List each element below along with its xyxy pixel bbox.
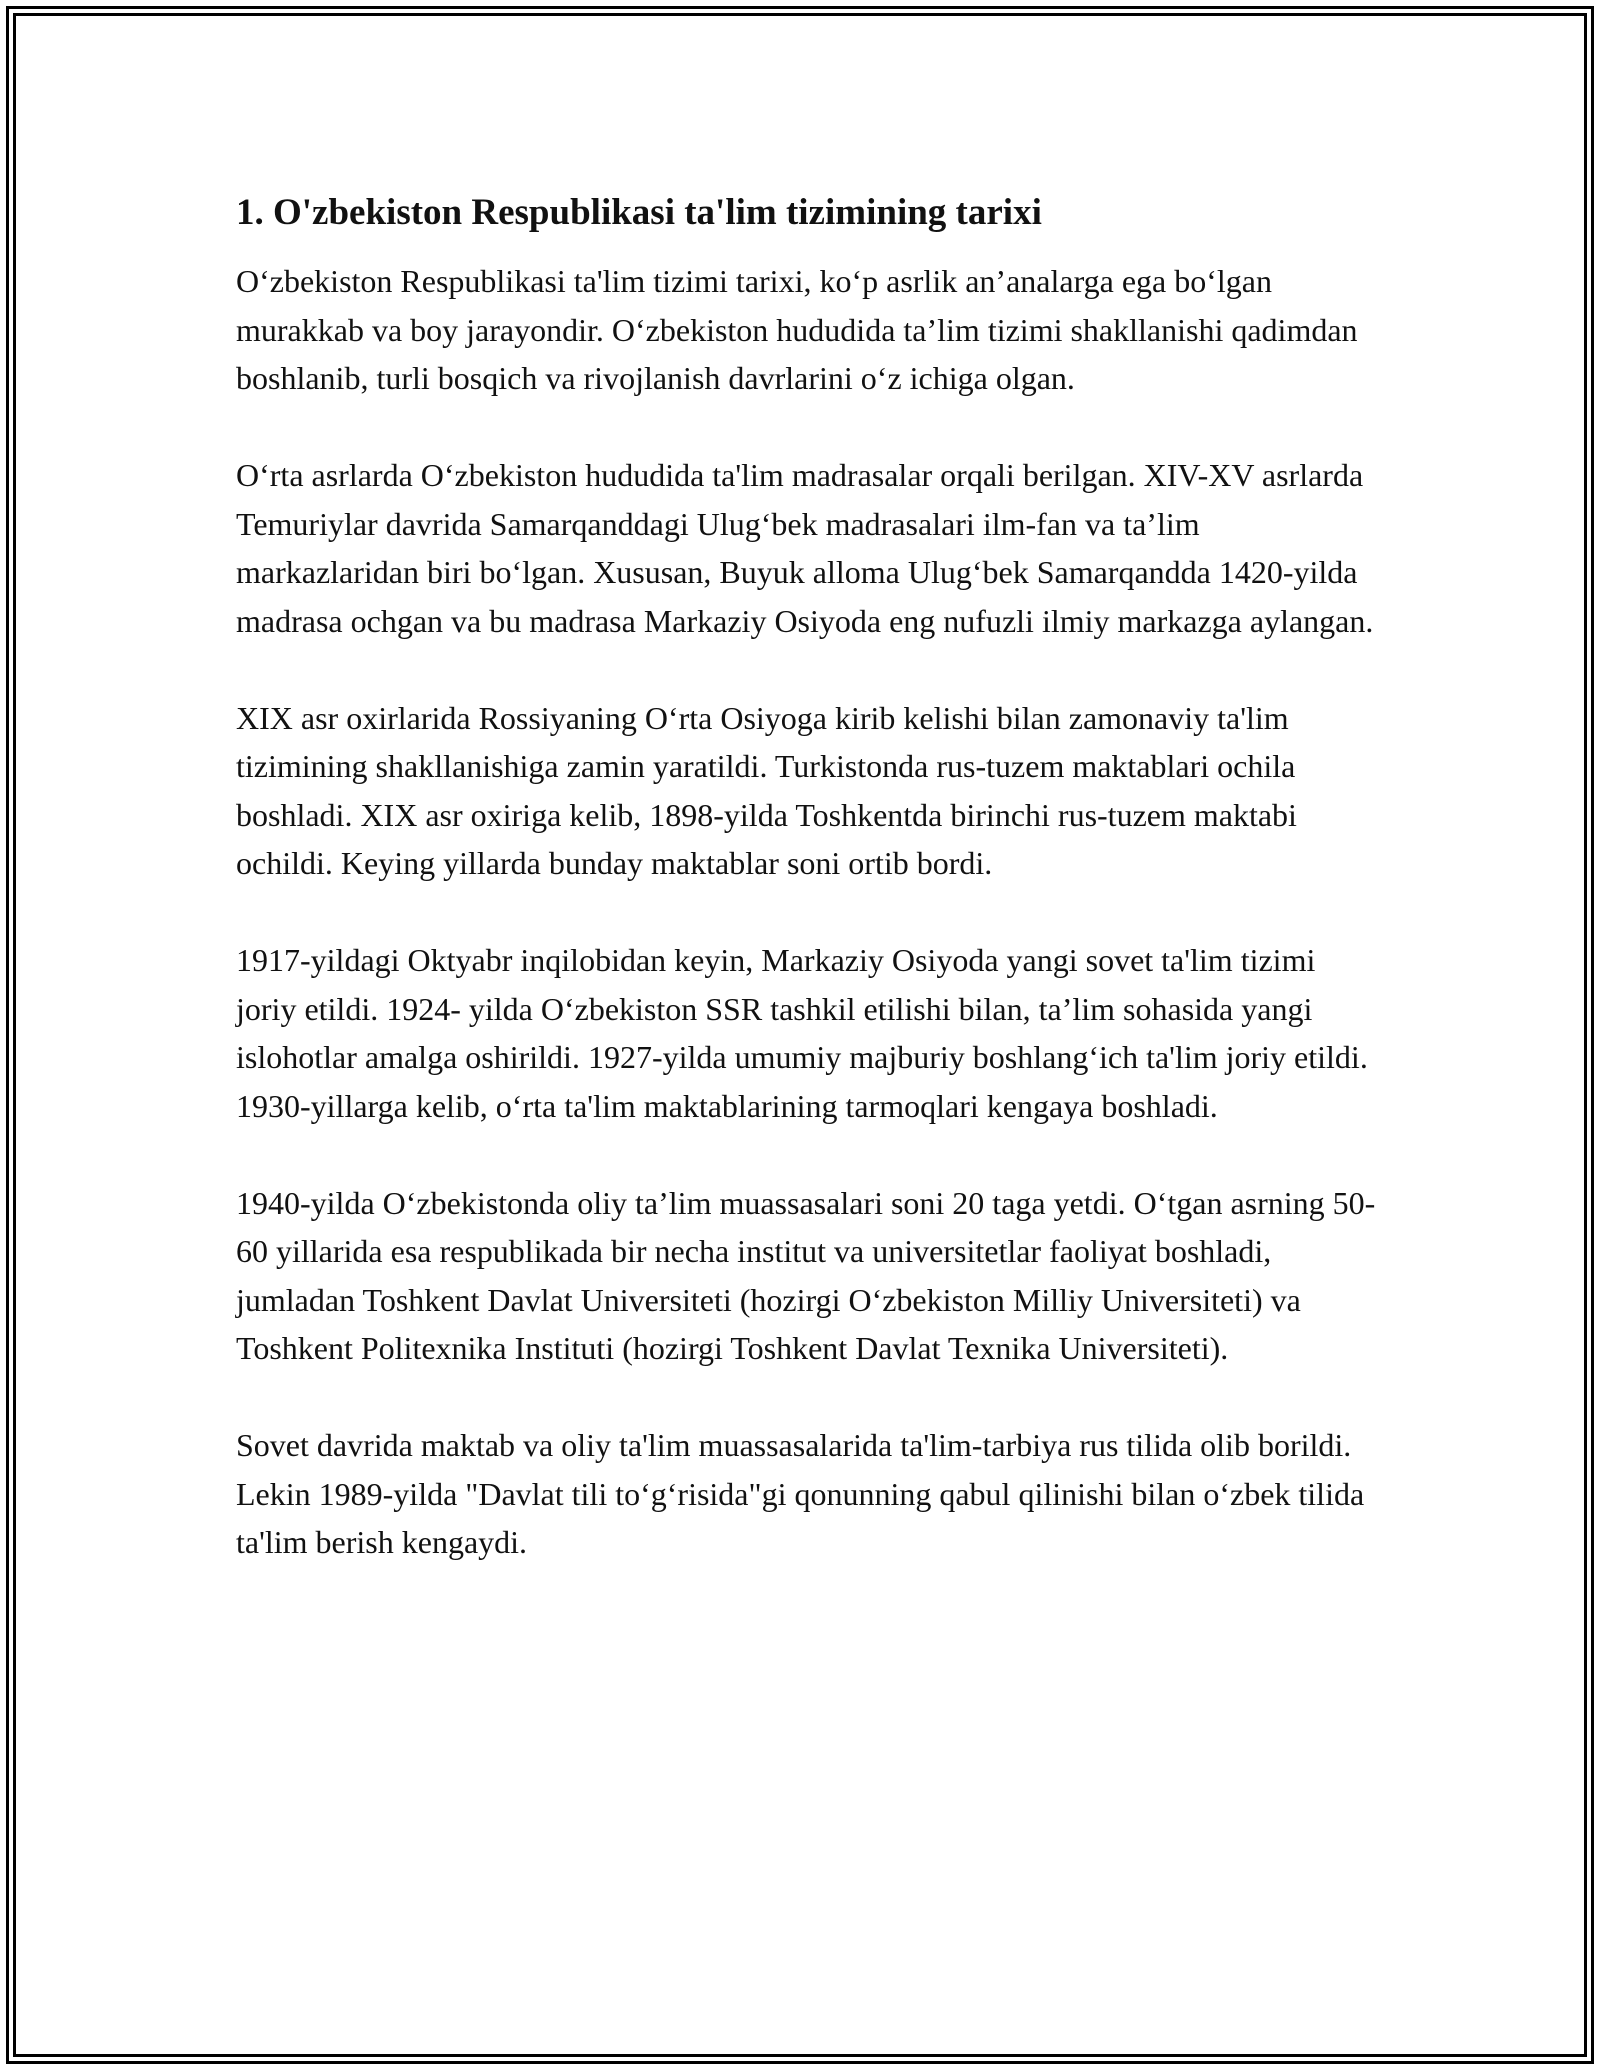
document-body	[236, 188, 1376, 1615]
section-heading: 1. O'zbekiston Respublikasi ta'lim tizimining tarixi	[236, 192, 1042, 233]
paragraph-language-law: Sovet davrida maktab va oliy ta'lim muassasalarida ta'lim-tarbiya rus tilida olib borildi. Lekin 1989-yilda "Davlat tili to‘g‘risida"gi qonunning qabul qilinishi bilan o‘zbek tilida ta'lim berish kengaydi.	[236, 1427, 1365, 1560]
paragraph-higher-education: 1940-yilda O‘zbekistonda oliy ta’lim muassasalari soni 20 taga yetdi. O‘tgan asrning 50-60 yillarida esa respublikada bir necha institut va universitetlar faoliyat boshladi, jumladan Toshkent Davlat Universiteti (hozirgi O‘zbekiston Milliy Universiteti) va Toshkent Politexnika Instituti (hozirgi Toshkent Davlat Texnika Universiteti).	[236, 1184, 1376, 1366]
paragraph-intro: O‘zbekiston Respublikasi ta'lim tizimi tarixi, ko‘p asrlik an’analarga ega bo‘lgan murakkab va boy jarayondir. O‘zbekiston hududida ta’lim tizimi shakllanishi qadimdan boshlanib, turli bosqich va rivojlanish davrlarini o‘z ichiga olgan.	[236, 263, 1358, 396]
paragraph-middle-ages: O‘rta asrlarda O‘zbekiston hududida ta'lim madrasalar orqali berilgan. XIV-XV asrlarda Temuriylar davrida Samarqanddagi Ulug‘bek madrasalari ilm-fan va ta’lim markazlaridan biri bo‘lgan. Xususan, Buyuk alloma Ulug‘bek Samarqandda 1420-yilda madrasa ochgan va bu madrasa Markaziy Osiyoda eng nufuzli ilmiy markazga aylangan.	[236, 457, 1374, 639]
paragraph-19th-century: XIX asr oxirlarida Rossiyaning O‘rta Osiyoga kirib kelishi bilan zamonaviy ta'lim tizimining shakllanishiga zamin yaratildi. Turkistonda rus-tuzem maktablari ochila boshladi. XIX asr oxiriga kelib, 1898-yilda Toshkentda birinchi rus-tuzem maktabi ochildi. Keying yillarda bunday maktablar soni ortib bordi.	[236, 699, 1297, 881]
paragraph-soviet-reforms: 1917-yildagi Oktyabr inqilobidan keyin, Markaziy Osiyoda yangi sovet ta'lim tizimi joriy etildi. 1924- yilda O‘zbekiston SSR tashkil etilishi bilan, ta’lim sohasida yangi islohotlar amalga oshirildi. 1927-yilda umumiy majburiy boshlang‘ich ta'lim joriy etildi. 1930-yillarga kelib, o‘rta ta'lim maktablarining tarmoqlari kengaya boshladi.	[236, 942, 1368, 1124]
